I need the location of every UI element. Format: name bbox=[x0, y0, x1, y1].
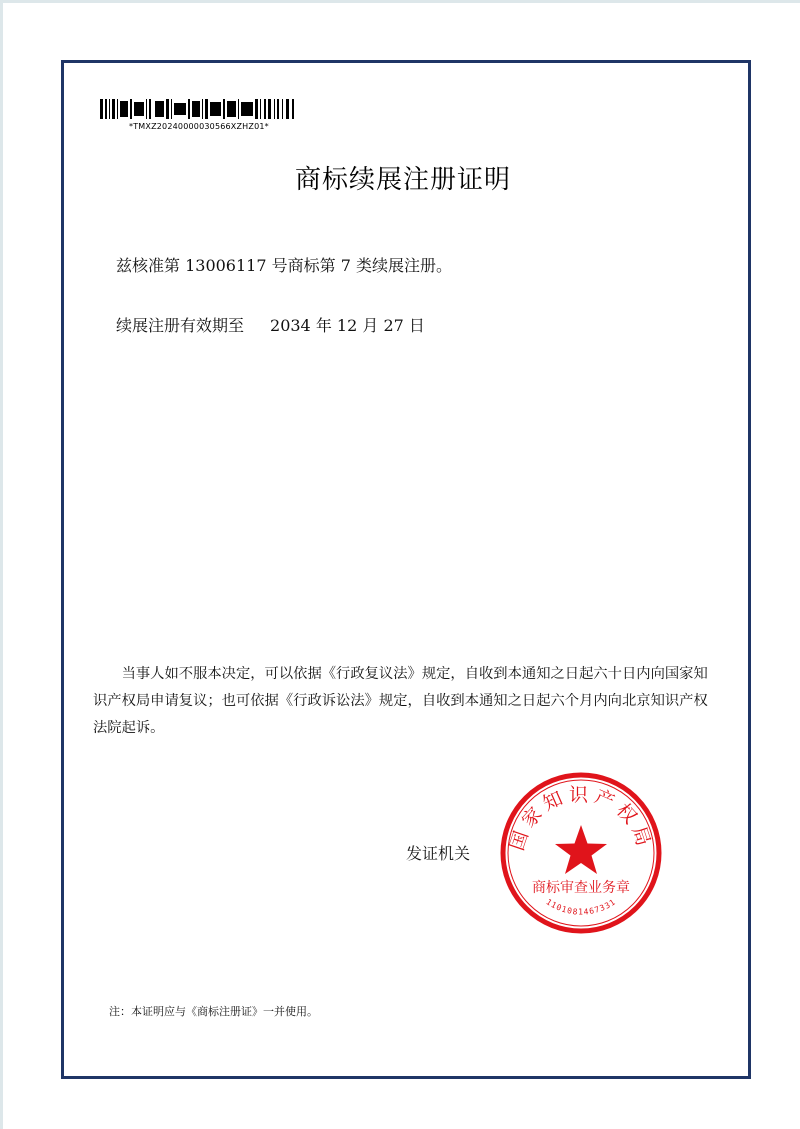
barcode-caption: *TMXZ20240000030566XZHZ01* bbox=[129, 122, 269, 131]
barcode bbox=[100, 99, 296, 119]
official-seal bbox=[498, 770, 664, 936]
seal-number: 1101081467331 bbox=[544, 897, 618, 917]
appeal-notice: 当事人如不服本决定，可以依据《行政复议法》规定，自收到本通知之日起六十日内向国家知识产权局申请复议；也可依据《行政诉讼法》规定，自收到本通知之日起六个月内向北京知识产权法院起诉。 bbox=[93, 666, 708, 736]
validity-date: 2034 年 12 月 27 日 bbox=[270, 316, 425, 335]
document-page bbox=[3, 3, 800, 1129]
svg-text:1101081467331 bbox=[544, 897, 617, 916]
validity-label: 续展注册有效期至 bbox=[116, 316, 245, 335]
seal-department: 商标审查业务章 bbox=[532, 880, 630, 896]
approval-line: 兹核准第 13006117 号商标第 7 类续展注册。 bbox=[116, 256, 452, 275]
validity-line bbox=[116, 313, 425, 336]
document-title: 商标续展注册证明 bbox=[294, 165, 511, 195]
seal-arc-text: 国家知识产权局 bbox=[506, 783, 656, 854]
issuer-label: 发证机关 bbox=[406, 844, 471, 863]
footnote: 注：本证明应与《商标注册证》一并使用。 bbox=[109, 1005, 318, 1018]
